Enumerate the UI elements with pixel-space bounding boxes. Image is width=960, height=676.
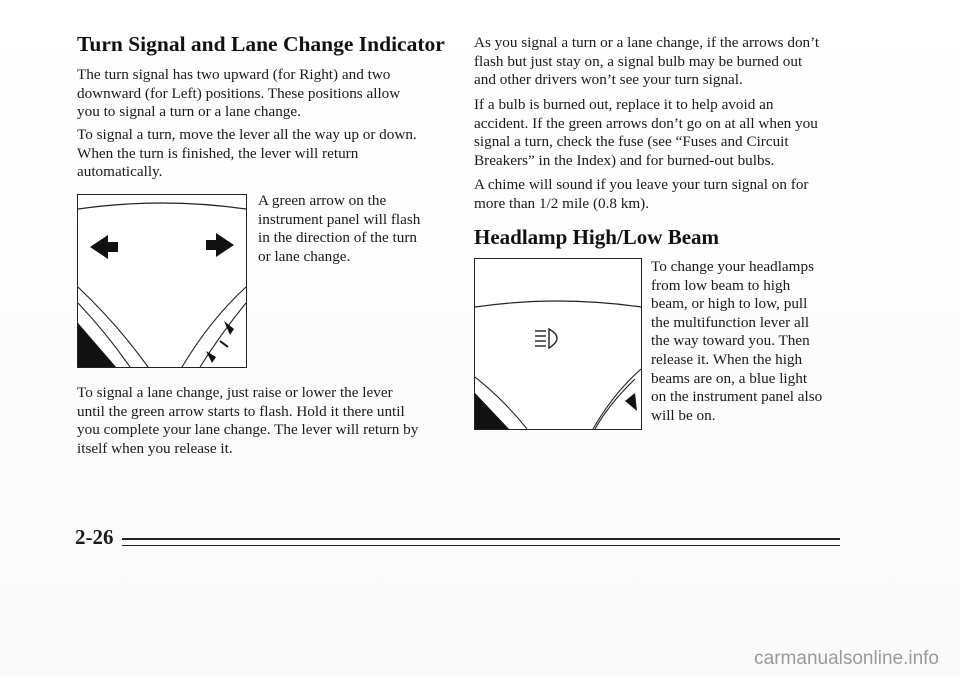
text-line: signal a turn, check the fuse (see “Fuses and Circuit xyxy=(474,133,789,151)
gauge-tick xyxy=(206,351,216,363)
gauge-tick xyxy=(625,393,637,411)
lane-change-paragraph xyxy=(77,384,418,458)
text-line: A green arrow on the xyxy=(258,192,387,209)
text-line: Breakers” in the Index) and for burned-out bulbs. xyxy=(474,151,775,169)
high-beam-icon xyxy=(535,329,557,348)
turn-signal-how-paragraph xyxy=(77,126,417,182)
text-line: As you signal a turn or a lane change, if the arrows don’t xyxy=(474,34,820,51)
footer-rule xyxy=(122,538,840,540)
section-heading-turn-signal: Turn Signal and Lane Change Indicator xyxy=(77,32,445,56)
text-line: on the instrument panel also xyxy=(651,388,823,406)
text-line: automatically. xyxy=(77,163,163,181)
panel-top-edge xyxy=(475,301,641,307)
text-line: beams are on, a blue light xyxy=(651,369,808,387)
page-number: 2-26 xyxy=(75,525,114,549)
chime-paragraph xyxy=(474,176,809,213)
text-line: and other drivers won’t see your turn signal. xyxy=(474,71,743,89)
text-line: When the turn is finished, the lever will return xyxy=(77,144,359,162)
text-line: The turn signal has two upward (for Right) and two xyxy=(77,66,391,83)
gauge-needle-left xyxy=(475,393,509,429)
text-line: beam, or high to low, pull xyxy=(651,295,808,313)
gauge-arc-right-inner xyxy=(200,303,246,367)
gauge-needle-left xyxy=(78,323,116,367)
text-line: To signal a lane change, just raise or lower the lever xyxy=(77,384,393,401)
text-line: the multifunction lever all xyxy=(651,313,810,331)
headlamp-indicator-figure xyxy=(474,258,642,430)
text-line: flash but just stay on, a signal bulb may be burned out xyxy=(474,52,803,70)
text-line: until the green arrow starts to flash. Hold it there until xyxy=(77,402,405,420)
headlamp-figure-caption xyxy=(651,258,822,425)
text-line: If a bulb is burned out, replace it to help avoid an xyxy=(474,96,774,113)
text-line: in the direction of the turn xyxy=(258,229,418,247)
text-line: accident. If the green arrows don’t go on at all when you xyxy=(474,114,818,132)
section-heading-headlamp: Headlamp High/Low Beam xyxy=(474,225,720,249)
watermark-text: carmanualsonline.info xyxy=(754,648,939,669)
turn-signal-figure-caption xyxy=(258,192,420,266)
burned-out-bulb-paragraph xyxy=(474,96,818,170)
text-line: will be on. xyxy=(651,406,716,424)
gauge-tick xyxy=(220,341,228,347)
gauge-arc-right xyxy=(182,287,246,367)
right-arrow-icon xyxy=(206,233,234,257)
text-line: itself when you release it. xyxy=(77,439,233,457)
text-line: from low beam to high xyxy=(651,276,791,294)
turn-signal-intro-paragraph xyxy=(77,66,400,122)
text-line: you to signal a turn or a lane change. xyxy=(77,103,301,121)
text-line: To change your headlamps xyxy=(651,258,814,275)
panel-top-edge xyxy=(78,203,246,209)
turn-signal-indicator-figure xyxy=(77,194,247,368)
text-line: A chime will sound if you leave your turn signal on for xyxy=(474,176,809,193)
text-line: downward (for Left) positions. These positions allow xyxy=(77,84,401,102)
left-arrow-icon xyxy=(90,235,118,259)
text-line: release it. When the high xyxy=(651,350,803,368)
signal-bulb-paragraph xyxy=(474,34,819,90)
text-line: To signal a turn, move the lever all the way up or down. xyxy=(77,126,417,143)
text-line: or lane change. xyxy=(258,247,351,265)
gauge-tick xyxy=(224,321,234,335)
footer-rule-thin xyxy=(122,545,840,546)
text-line: more than 1/2 mile (0.8 km). xyxy=(474,194,650,212)
text-line: the way toward you. Then xyxy=(651,332,810,350)
instrument-panel-illustration xyxy=(475,259,641,429)
text-line: you complete your lane change. The lever will return by xyxy=(77,421,419,439)
instrument-panel-illustration xyxy=(78,195,246,367)
text-line: instrument panel will flash xyxy=(258,210,421,228)
